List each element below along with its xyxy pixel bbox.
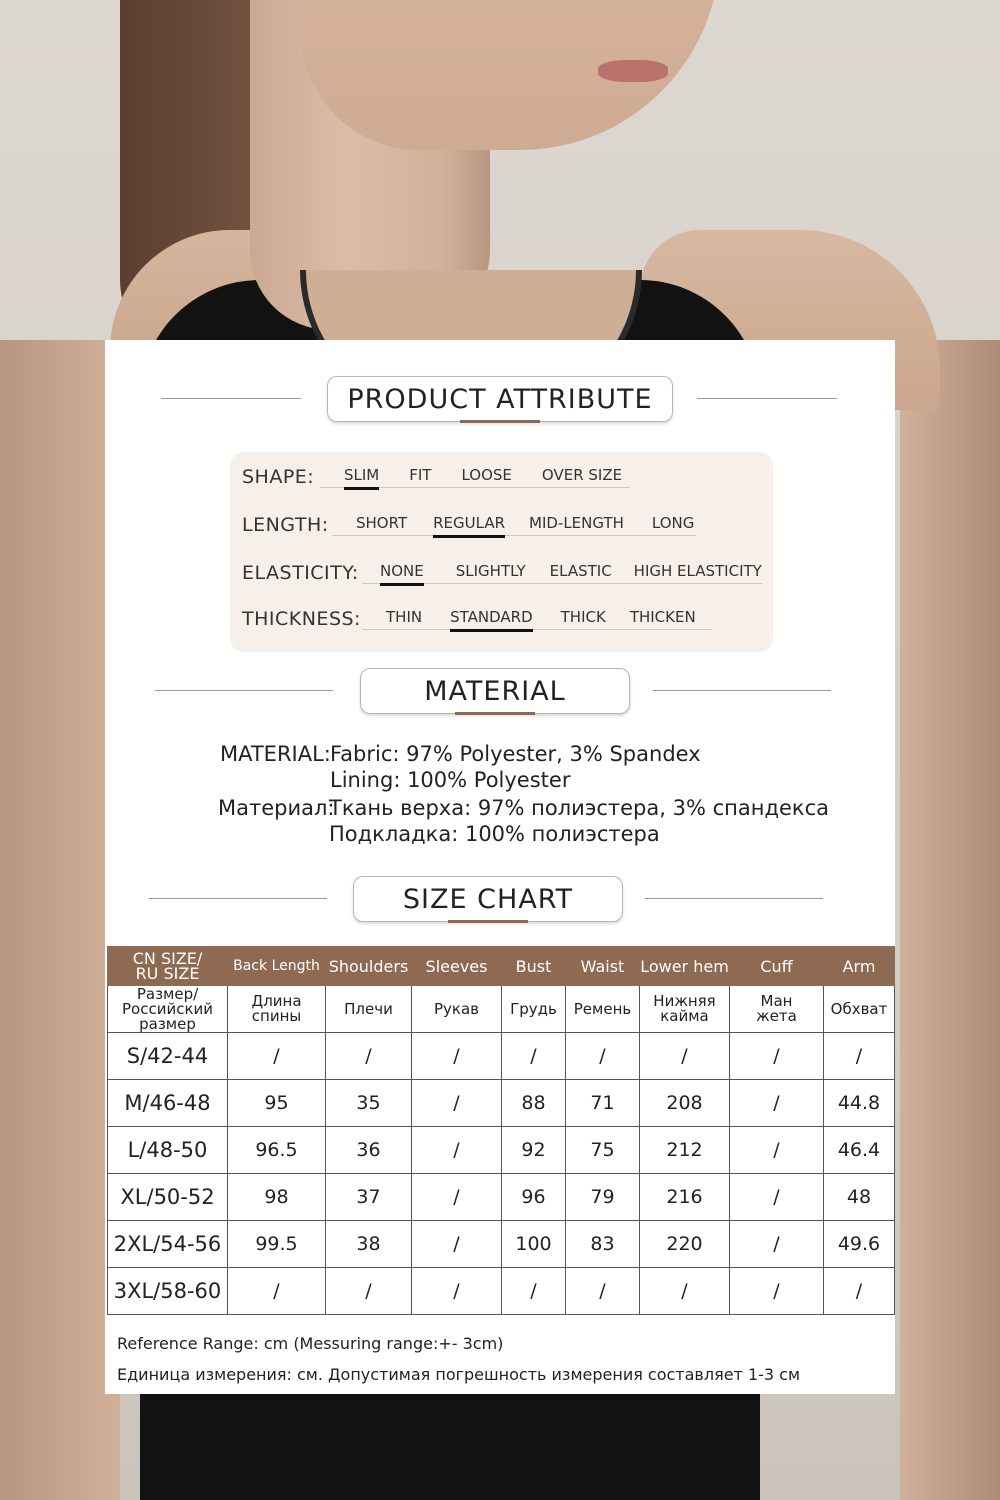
measurement-cell: / bbox=[730, 1127, 824, 1174]
measurement-cell: 208 bbox=[640, 1080, 730, 1127]
attr-row-length bbox=[242, 514, 696, 536]
col-header-arm: Arm bbox=[824, 947, 895, 986]
attr-option-standard: STANDARD bbox=[450, 608, 533, 626]
divider-line bbox=[155, 690, 333, 691]
reference-range-en: Reference Range: cm (Messuring range:+- 3cm) bbox=[117, 1334, 504, 1353]
divider-line bbox=[645, 898, 823, 899]
measurement-cell: / bbox=[412, 1221, 502, 1268]
col-header-ru: Ман жета bbox=[730, 986, 824, 1033]
attr-option-thicken: THICKEN bbox=[629, 608, 696, 626]
measurement-cell: 35 bbox=[326, 1080, 412, 1127]
product-info-card bbox=[105, 340, 895, 1394]
attr-option-high-elasticity: HIGH ELASTICITY bbox=[633, 562, 762, 580]
material-en-label: MATERIAL: bbox=[220, 742, 331, 766]
section-title: MATERIAL bbox=[424, 675, 566, 707]
measurement-cell: / bbox=[730, 1174, 824, 1221]
measurement-cell: 96.5 bbox=[228, 1127, 326, 1174]
attr-option-slim: SLIM bbox=[344, 466, 380, 484]
measurement-cell: 100 bbox=[502, 1221, 566, 1268]
header-row-ru bbox=[108, 986, 895, 1033]
measurement-cell: 49.6 bbox=[824, 1221, 895, 1268]
measurement-cell: 79 bbox=[566, 1174, 640, 1221]
measurement-cell: / bbox=[640, 1033, 730, 1080]
measurement-cell: 44.8 bbox=[824, 1080, 895, 1127]
measurement-cell: 88 bbox=[502, 1080, 566, 1127]
table-row bbox=[108, 1174, 895, 1221]
measurement-cell: / bbox=[412, 1174, 502, 1221]
col-header-ru: Обхват bbox=[824, 986, 895, 1033]
size-cell: 3XL/58-60 bbox=[108, 1268, 228, 1315]
col-header-ru: Размер/ Российский размер bbox=[108, 986, 228, 1033]
attr-option-thick: THICK bbox=[560, 608, 606, 626]
measurement-cell: / bbox=[228, 1268, 326, 1315]
size-cell: 2XL/54-56 bbox=[108, 1221, 228, 1268]
col-header-waist: Waist bbox=[566, 947, 640, 986]
attr-label: ELASTICITY: bbox=[242, 562, 359, 584]
col-header-ru: Ремень bbox=[566, 986, 640, 1033]
measurement-cell: / bbox=[730, 1080, 824, 1127]
attr-option-long: LONG bbox=[651, 514, 695, 532]
measurement-cell: / bbox=[412, 1080, 502, 1127]
measurement-cell: 37 bbox=[326, 1174, 412, 1221]
measurement-cell: 92 bbox=[502, 1127, 566, 1174]
measurement-cell: 46.4 bbox=[824, 1127, 895, 1174]
divider-line bbox=[697, 398, 837, 399]
measurement-cell: 99.5 bbox=[228, 1221, 326, 1268]
size-chart-heading bbox=[353, 876, 623, 922]
measurement-cell: / bbox=[730, 1268, 824, 1315]
material-heading bbox=[360, 668, 630, 714]
attr-option-fit: FIT bbox=[409, 466, 432, 484]
attribute-box bbox=[230, 452, 773, 652]
material-ru-label: Материал: bbox=[218, 796, 335, 820]
measurement-cell: / bbox=[730, 1221, 824, 1268]
measurement-cell: 95 bbox=[228, 1080, 326, 1127]
measurement-cell: / bbox=[502, 1268, 566, 1315]
measurement-cell: 96 bbox=[502, 1174, 566, 1221]
measurement-cell: 38 bbox=[326, 1221, 412, 1268]
col-header-shoulders: Shoulders bbox=[326, 947, 412, 986]
material-ru-fabric: Ткань верха: 97% полиэстера, 3% спандекса bbox=[329, 796, 830, 820]
attr-option-mid-length: MID-LENGTH bbox=[529, 514, 624, 532]
measurement-cell: / bbox=[412, 1268, 502, 1315]
col-header-bust: Bust bbox=[502, 947, 566, 986]
section-title: SIZE CHART bbox=[402, 883, 574, 915]
col-header-size: CN SIZE/ RU SIZE bbox=[108, 947, 228, 986]
measurement-cell: 71 bbox=[566, 1080, 640, 1127]
material-en-lining: Lining: 100% Polyester bbox=[330, 768, 571, 792]
col-header-lower-hem: Lower hem bbox=[640, 947, 730, 986]
measurement-cell: / bbox=[640, 1268, 730, 1315]
measurement-cell: / bbox=[824, 1268, 895, 1315]
table-row bbox=[108, 1080, 895, 1127]
attr-option-over-size: OVER SIZE bbox=[541, 466, 623, 484]
material-ru-lining: Подкладка: 100% полиэстера bbox=[329, 822, 660, 846]
attr-option-regular: REGULAR bbox=[433, 514, 505, 532]
table-row bbox=[108, 1127, 895, 1174]
col-header-cuff: Cuff bbox=[730, 947, 824, 986]
measurement-cell: / bbox=[326, 1268, 412, 1315]
attr-label: SHAPE: bbox=[242, 466, 315, 488]
measurement-cell: 48 bbox=[824, 1174, 895, 1221]
col-header-ru: Плечи bbox=[326, 986, 412, 1033]
size-cell: S/42-44 bbox=[108, 1033, 228, 1080]
size-cell: XL/50-52 bbox=[108, 1174, 228, 1221]
attr-option-short: SHORT bbox=[356, 514, 408, 532]
divider-line bbox=[653, 690, 831, 691]
measurement-cell: 75 bbox=[566, 1127, 640, 1174]
divider-line bbox=[161, 398, 301, 399]
reference-range-ru: Единица измерения: см. Допустимая погрешность измерения составляет 1-3 см bbox=[117, 1365, 801, 1384]
measurement-cell: / bbox=[326, 1033, 412, 1080]
table-row bbox=[108, 1033, 895, 1080]
measurement-cell: 212 bbox=[640, 1127, 730, 1174]
measurement-cell: / bbox=[566, 1033, 640, 1080]
measurement-cell: / bbox=[502, 1033, 566, 1080]
col-header-back-length: Back Length bbox=[228, 947, 326, 986]
measurement-cell: 83 bbox=[566, 1221, 640, 1268]
col-header-ru: Нижняя кайма bbox=[640, 986, 730, 1033]
attr-row-shape bbox=[242, 466, 630, 488]
section-title: PRODUCT ATTRIBUTE bbox=[347, 383, 653, 415]
divider-line bbox=[149, 898, 327, 899]
table-row bbox=[108, 1221, 895, 1268]
measurement-cell: / bbox=[566, 1268, 640, 1315]
col-header-ru: Длина спины bbox=[228, 986, 326, 1033]
size-chart-table bbox=[107, 946, 895, 1315]
attr-option-slightly: SLIGHTLY bbox=[455, 562, 526, 580]
attr-label: THICKNESS: bbox=[242, 608, 361, 630]
attr-option-none: NONE bbox=[380, 562, 424, 580]
table-row bbox=[108, 1268, 895, 1315]
measurement-cell: / bbox=[824, 1033, 895, 1080]
measurement-cell: / bbox=[412, 1033, 502, 1080]
attr-row-elasticity bbox=[242, 562, 762, 584]
measurement-cell: 220 bbox=[640, 1221, 730, 1268]
measurement-cell: 36 bbox=[326, 1127, 412, 1174]
col-header-ru: Грудь bbox=[502, 986, 566, 1033]
product-attribute-heading bbox=[327, 376, 673, 422]
attr-option-elastic: ELASTIC bbox=[549, 562, 612, 580]
header-row-en bbox=[108, 947, 895, 986]
measurement-cell: 216 bbox=[640, 1174, 730, 1221]
attr-row-thickness bbox=[242, 608, 712, 630]
col-header-ru: Рукав bbox=[412, 986, 502, 1033]
attr-option-thin: THIN bbox=[386, 608, 423, 626]
col-header-sleeves: Sleeves bbox=[412, 947, 502, 986]
size-cell: M/46-48 bbox=[108, 1080, 228, 1127]
attr-label: LENGTH: bbox=[242, 514, 329, 536]
measurement-cell: / bbox=[228, 1033, 326, 1080]
attr-option-loose: LOOSE bbox=[461, 466, 512, 484]
material-en-fabric: Fabric: 97% Polyester, 3% Spandex bbox=[330, 742, 701, 766]
measurement-cell: / bbox=[412, 1127, 502, 1174]
size-cell: L/48-50 bbox=[108, 1127, 228, 1174]
measurement-cell: / bbox=[730, 1033, 824, 1080]
measurement-cell: 98 bbox=[228, 1174, 326, 1221]
